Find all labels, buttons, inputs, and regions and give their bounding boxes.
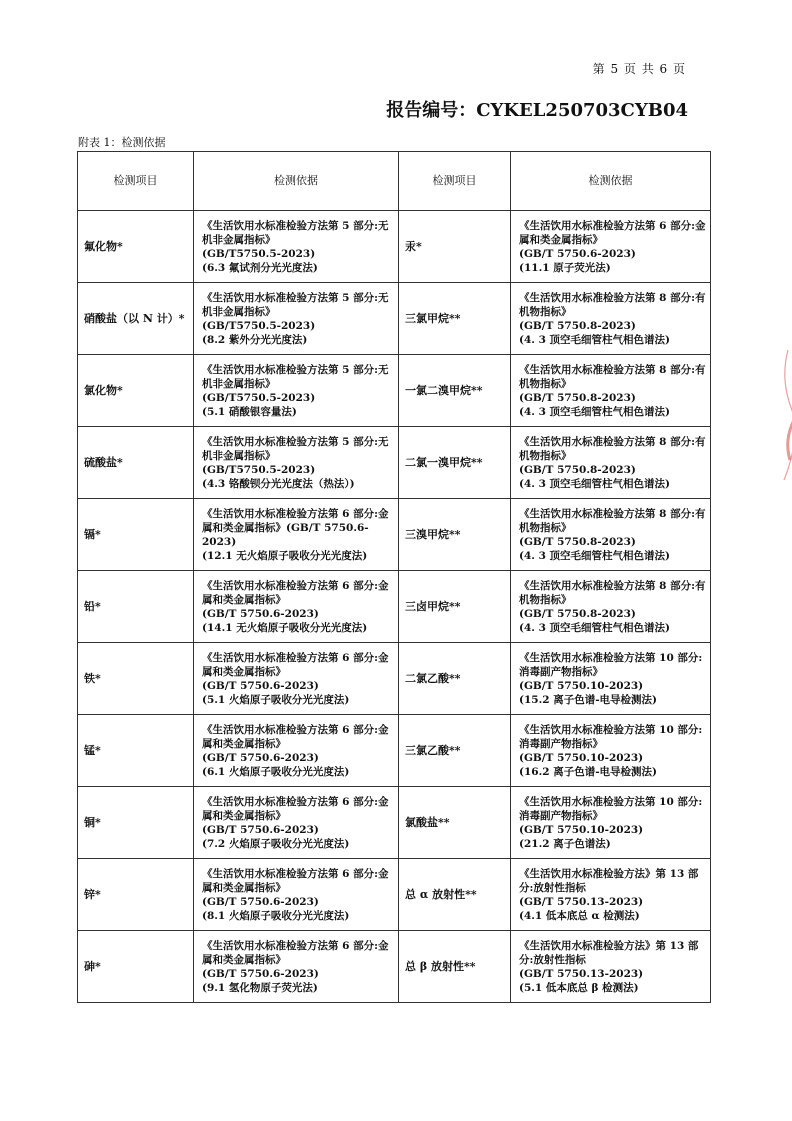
right-test-item: 总 α 放射性**	[399, 859, 511, 931]
method-line: 《生活饮用水标准检验方法第 6 部分:金属和类金属指标》	[202, 651, 389, 678]
right-test-method	[511, 427, 711, 499]
left-test-item: 铅*	[78, 571, 194, 643]
right-test-item: 氯酸盐**	[399, 787, 511, 859]
right-test-method	[511, 283, 711, 355]
right-test-item: 三卤甲烷**	[399, 571, 511, 643]
table-row	[78, 859, 711, 931]
table-header-row	[78, 152, 711, 211]
method-line: 《生活饮用水标准检验方法第 10 部分:消毒副产物指标》	[519, 795, 703, 822]
left-test-item: 铜*	[78, 787, 194, 859]
method-line: 《生活饮用水标准检验方法第 6 部分:金属和类金属指标》	[202, 867, 389, 894]
left-test-item: 氯化物*	[78, 355, 194, 427]
page-number: 第 5 页 共 6 页	[592, 62, 686, 76]
method-line: (GB/T 5750.8-2023)	[519, 463, 636, 476]
method-line: (4. 3 顶空毛细管柱气相色谱法)	[519, 621, 671, 634]
left-test-method	[194, 355, 399, 427]
right-test-item: 二氯乙酸**	[399, 643, 511, 715]
right-test-method	[511, 859, 711, 931]
method-line: 《生活饮用水标准检验方法第 5 部分:无机非金属指标》	[202, 435, 389, 462]
method-line: 《生活饮用水标准检验方法第 8 部分:有机物指标》	[519, 291, 706, 318]
method-line: (GB/T 5750.6-2023)	[202, 679, 319, 692]
method-line: 《生活饮用水标准检验方法第 5 部分:无机非金属指标》	[202, 363, 389, 390]
table-row	[78, 571, 711, 643]
method-line: (9.1 氢化物原子荧光法)	[202, 981, 318, 994]
method-line: 《生活饮用水标准检验方法第 8 部分:有机物指标》	[519, 507, 706, 534]
table-row	[78, 499, 711, 571]
right-test-method	[511, 787, 711, 859]
method-line: 《生活饮用水标准检验方法第 6 部分:金属和类金属指标》	[202, 795, 389, 822]
right-test-item: 一氯二溴甲烷**	[399, 355, 511, 427]
right-test-method	[511, 355, 711, 427]
method-line: (GB/T 5750.8-2023)	[519, 391, 636, 404]
right-test-method	[511, 643, 711, 715]
method-line: (4.3 铬酸钡分光光度法（热法）)	[202, 477, 355, 490]
report-number: 报告编号：CYKEL250703CYB04	[386, 100, 688, 121]
right-test-method	[511, 499, 711, 571]
method-line: (11.1 原子荧光法)	[519, 261, 611, 274]
method-line: 《生活饮用水标准检验方法第 6 部分:金属和类金属指标》(GB/T 5750.6-2023)	[202, 507, 389, 548]
method-line: 《生活饮用水标准检验方法第 6 部分:金属和类金属指标》	[202, 579, 389, 606]
method-line: (12.1 无火焰原子吸收分光光度法)	[202, 549, 368, 562]
left-test-method	[194, 283, 399, 355]
left-test-method	[194, 499, 399, 571]
method-line: (GB/T 5750.13-2023)	[519, 967, 644, 980]
method-line: (21.2 离子色谱法)	[519, 837, 611, 850]
method-line: (GB/T 5750.8-2023)	[519, 319, 636, 332]
right-test-item: 汞*	[399, 211, 511, 283]
column-header-basis: 检测依据	[511, 152, 711, 211]
method-line: (4.1 低本底总 α 检测法)	[519, 909, 640, 922]
testing-basis-table	[77, 151, 711, 1003]
left-test-method	[194, 427, 399, 499]
method-line: (6.3 氟试剂分光光度法)	[202, 261, 318, 274]
left-test-item: 镉*	[78, 499, 194, 571]
method-line: (GB/T 5750.10-2023)	[519, 823, 644, 836]
table-row	[78, 787, 711, 859]
method-line: 《生活饮用水标准检验方法第 5 部分:无机非金属指标》	[202, 219, 389, 246]
method-line: (GB/T 5750.6-2023)	[202, 607, 319, 620]
method-line: (GB/T 5750.10-2023)	[519, 751, 644, 764]
table-row	[78, 427, 711, 499]
method-line: 《生活饮用水标准检验方法第 10 部分:消毒副产物指标》	[519, 651, 703, 678]
method-line: (GB/T5750.5-2023)	[202, 319, 316, 332]
method-line: 《生活饮用水标准检验方法第 10 部分:消毒副产物指标》	[519, 723, 703, 750]
table-row	[78, 931, 711, 1003]
method-line: (GB/T 5750.6-2023)	[202, 751, 319, 764]
left-test-method	[194, 715, 399, 787]
method-line: (6.1 火焰原子吸收分光光度法)	[202, 765, 350, 778]
right-test-item: 三氯甲烷**	[399, 283, 511, 355]
left-test-item: 硝酸盐（以 N 计）*	[78, 283, 194, 355]
left-test-method	[194, 571, 399, 643]
method-line: (4. 3 顶空毛细管柱气相色谱法)	[519, 333, 671, 346]
table-row	[78, 715, 711, 787]
appendix-title: 附表 1：检测依据	[78, 136, 166, 149]
method-line: 《生活饮用水标准检验方法》第 13 部分:放射性指标	[519, 939, 699, 966]
left-test-item: 硫酸盐*	[78, 427, 194, 499]
right-test-item: 总 β 放射性**	[399, 931, 511, 1003]
left-test-item: 锌*	[78, 859, 194, 931]
method-line: (GB/T 5750.10-2023)	[519, 679, 644, 692]
method-line: 《生活饮用水标准检验方法第 6 部分:金属和类金属指标》	[202, 723, 389, 750]
method-line: (GB/T 5750.6-2023)	[202, 967, 319, 980]
method-line: 《生活饮用水标准检验方法第 6 部分:金属和类金属指标》	[202, 939, 389, 966]
method-line: (5.1 火焰原子吸收分光光度法)	[202, 693, 350, 706]
left-test-item: 砷*	[78, 931, 194, 1003]
method-line: (4. 3 顶空毛细管柱气相色谱法)	[519, 477, 671, 490]
left-test-method	[194, 643, 399, 715]
method-line: (GB/T5750.5-2023)	[202, 463, 316, 476]
method-line: (GB/T 5750.6-2023)	[202, 823, 319, 836]
method-line: (14.1 无火焰原子吸收分光光度法)	[202, 621, 368, 634]
method-line: (5.1 低本底总 β 检测法)	[519, 981, 639, 994]
table-row	[78, 211, 711, 283]
right-test-item: 二氯一溴甲烷**	[399, 427, 511, 499]
left-test-item: 锰*	[78, 715, 194, 787]
left-test-method	[194, 787, 399, 859]
method-line: (7.2 火焰原子吸收分光光度法)	[202, 837, 350, 850]
right-test-item: 三氯乙酸**	[399, 715, 511, 787]
table-row	[78, 643, 711, 715]
method-line: 《生活饮用水标准检验方法》第 13 部分:放射性指标	[519, 867, 699, 894]
method-line: 《生活饮用水标准检验方法第 8 部分:有机物指标》	[519, 363, 706, 390]
method-line: (GB/T5750.5-2023)	[202, 247, 316, 260]
left-test-item: 铁*	[78, 643, 194, 715]
method-line: 《生活饮用水标准检验方法第 6 部分:金属和类金属指标》	[519, 219, 706, 246]
method-line: (8.2 紫外分光光度法)	[202, 333, 308, 346]
left-test-method	[194, 211, 399, 283]
left-test-method	[194, 859, 399, 931]
method-line: (GB/T 5750.8-2023)	[519, 535, 636, 548]
right-test-method	[511, 571, 711, 643]
method-line: (GB/T 5750.8-2023)	[519, 607, 636, 620]
method-line: 《生活饮用水标准检验方法第 5 部分:无机非金属指标》	[202, 291, 389, 318]
method-line: (GB/T 5750.13-2023)	[519, 895, 644, 908]
table-row	[78, 283, 711, 355]
method-line: (GB/T 5750.6-2023)	[519, 247, 636, 260]
method-line: (5.1 硝酸银容量法)	[202, 405, 297, 418]
left-test-item: 氟化物*	[78, 211, 194, 283]
method-line: (4. 3 顶空毛细管柱气相色谱法)	[519, 549, 671, 562]
seal-stamp-fragment	[770, 340, 792, 490]
method-line: (16.2 离子色谱-电导检测法)	[519, 765, 658, 778]
table-row	[78, 355, 711, 427]
right-test-method	[511, 715, 711, 787]
right-test-method	[511, 931, 711, 1003]
left-test-method	[194, 931, 399, 1003]
method-line: 《生活饮用水标准检验方法第 8 部分:有机物指标》	[519, 435, 706, 462]
method-line: (8.1 火焰原子吸收分光光度法)	[202, 909, 350, 922]
column-header-item: 检测项目	[78, 152, 194, 211]
right-test-item: 三溴甲烷**	[399, 499, 511, 571]
column-header-basis: 检测依据	[194, 152, 399, 211]
method-line: (GB/T 5750.6-2023)	[202, 895, 319, 908]
column-header-item: 检测项目	[399, 152, 511, 211]
method-line: (4. 3 顶空毛细管柱气相色谱法)	[519, 405, 671, 418]
method-line: (GB/T5750.5-2023)	[202, 391, 316, 404]
right-test-method	[511, 211, 711, 283]
method-line: 《生活饮用水标准检验方法第 8 部分:有机物指标》	[519, 579, 706, 606]
method-line: (15.2 离子色谱-电导检测法)	[519, 693, 658, 706]
